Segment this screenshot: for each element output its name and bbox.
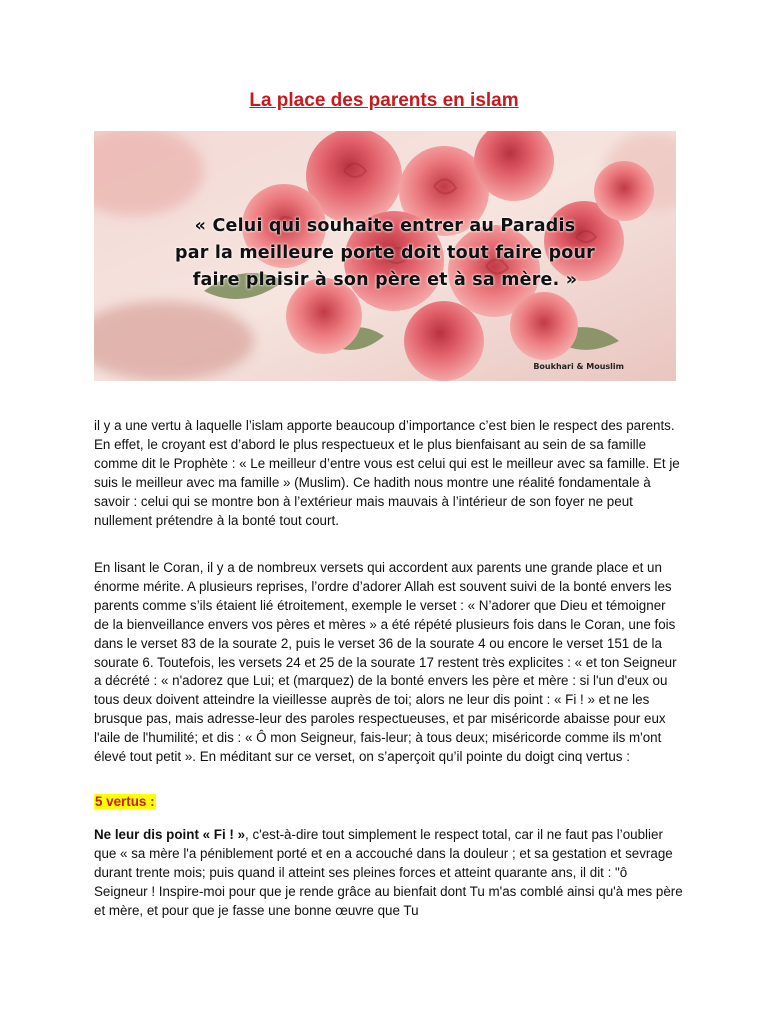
quote-line: faire plaisir à son père et à sa mère. »: [192, 270, 578, 290]
roses-banner-image: [94, 131, 676, 381]
vertus-heading: 5 vertus :: [95, 794, 155, 809]
quote-line: « Celui qui souhaite entrer au Paradis: [194, 216, 576, 236]
quote-line: par la meilleure porte doit tout faire pour: [174, 243, 596, 263]
banner-quote: [94, 213, 676, 294]
paragraph-vertu-1: [94, 826, 684, 921]
paragraph-intro: il y a une vertu à laquelle l’islam apporte beaucoup d’importance c’est bien le respect des parents. En effet, le croyant est d’abord le plus respectueux et le plus bienfaisant au sein de sa famille comme dit le Prophète : « Le meilleur d’entre vous est celui qui est le meilleur avec sa famille. Et je suis le meilleur avec ma famille » (Muslim). Ce hadith nous montre une réalité fondamentale à savoir : celui qui se montre bon à l’extérieur mais mauvais à l’intérieur de son foyer ne peut nullement prétendre à la bonté tout court.: [94, 418, 680, 528]
banner-credit: Boukhari & Mouslim: [533, 362, 624, 371]
page-title: La place des parents en islam: [249, 90, 519, 111]
paragraph-coran: En lisant le Coran, il y a de nombreux versets qui accordent aux parents une grande place et un énorme mérite. A plusieurs reprises, l’ordre d’adorer Allah est souvent suivi de la bonté envers les parents comme s’ils étaient lié étroitement, exemple le verset : « N’adorer que Dieu et témoigner de la bienveillance envers vos pères et mères » a été répété plusieurs fois dans le Coran, une fois dans le verset 83 de la sourate 2, puis le verset 36 de la sourate 4 ou encore le verset 151 de la sourate 6. Toutefois, les versets 24 et 25 de la sourate 17 restent très explicites : « et ton Seigneur a décrété : « n'adorez que Lui; et (marquez) de la bonté envers les père et mère : si l'un d'eux ou tous deux doivent atteindre la vieillesse auprès de toi; alors ne leur dis point : « Fi ! » et ne les brusque pas, mais adresse-leur des paroles respectueuses, et par miséricorde abaisse pour eux l'aile de l'humilité; et dis : « Ô mon Seigneur, fais-leur; à tous deux; miséricorde comme ils m'ont élevé tout petit ». En méditant sur ce verset, on s’aperçoit qu’il pointe du doigt cinq vertus :: [94, 560, 677, 765]
vertu-1-text: , c'est-à-dire tout simplement le respect total, car il ne faut pas l’oublier que « sa mère l'a péniblement porté et en a accouché dans la douleur ; et sa gestation et sevrage durant trente mois; puis quand il atteint ses pleines forces et atteint quarante ans, il dit : "ô Seigneur ! Inspire-moi pour que je rende grâce au bienfait dont Tu m'as comblé ainsi qu'à mes père et mère, et pour que je fasse une bonne œuvre que Tu: [94, 827, 683, 918]
vertu-1-title: Ne leur dis point « Fi ! »: [94, 827, 246, 842]
